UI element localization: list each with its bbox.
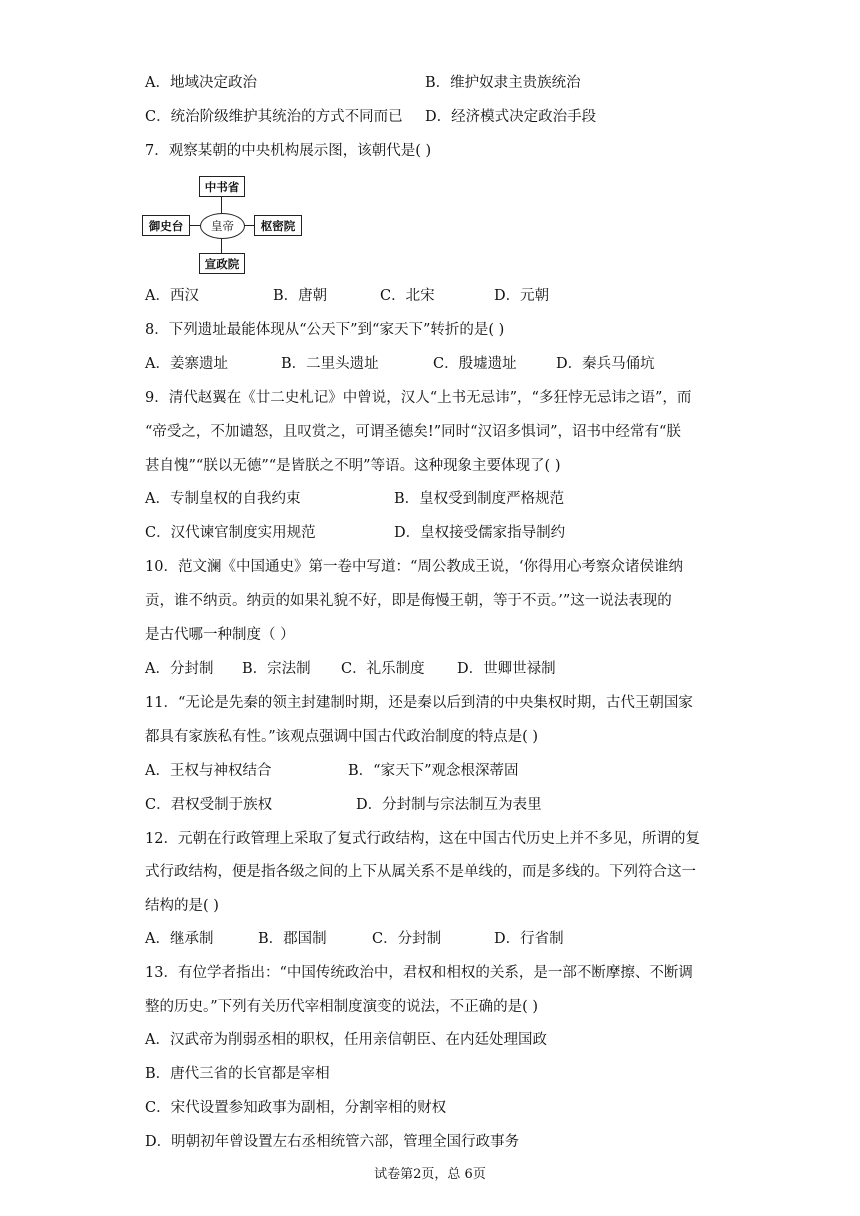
- node-shumiyuan: 枢密院: [254, 215, 302, 236]
- q7-option-a: A．西汉: [145, 288, 199, 304]
- q9-line-2: “帝受之，不加谴怒，且叹赏之，可谓圣德矣!”同时“汉诏多惧词”，诏书中经常有“朕: [145, 424, 681, 440]
- q11-line-2: 都具有家族私有性。”该观点强调中国古代政治制度的特点是( ): [145, 729, 539, 745]
- q10-option-b: B．宗法制: [242, 661, 311, 677]
- central-institutions-diagram: [142, 176, 302, 274]
- q7-option-b: B．唐朝: [273, 288, 328, 304]
- q8-option-d: D．秦兵马俑坑: [556, 356, 655, 372]
- q8-option-c: C．殷墟遗址: [433, 356, 517, 372]
- q6-option-d: D．经济模式决定政治手段: [425, 109, 597, 125]
- q9-option-a: A．专制皇权的自我约束: [145, 491, 301, 507]
- q13-option-c: C．宋代设置参知政事为副相，分割宰相的财权: [145, 1100, 447, 1116]
- q13-option-a: A．汉武帝为削弱丞相的职权，任用亲信朝臣、在内廷处理国政: [145, 1032, 547, 1048]
- q12-option-b: B．郡国制: [258, 931, 327, 947]
- q13-option-d: D．明朝初年曾设置左右丞相统管六部，管理全国行政事务: [145, 1134, 520, 1150]
- q6-option-c: C．统治阶级维护其统治的方式不同而已: [145, 109, 403, 125]
- node-xuanzhengyuan: 宣政院: [199, 253, 245, 274]
- node-zhongshusheng: 中书省: [199, 176, 245, 197]
- q12-option-d: D．行省制: [494, 931, 564, 947]
- q13-line-1: 13．有位学者指出：“中国传统政治中，君权和相权的关系，是一部不断摩擦、不断调: [145, 965, 693, 981]
- q8-stem: 8．下列遗址最能体现从“公天下”到“家天下”转折的是( ): [145, 322, 505, 338]
- q9-line-3: 甚自愧”“朕以无德”“是皆朕之不明”等语。这种现象主要体现了( ): [145, 458, 561, 474]
- q7-option-d: D．元朝: [494, 288, 550, 304]
- page-footer: 试卷第2页，总 6页: [374, 1167, 486, 1182]
- q9-option-b: B．皇权受到制度严格规范: [394, 491, 565, 507]
- q11-option-c: C．君权受制于族权: [145, 797, 273, 813]
- q9-line-1: 9．清代赵翼在《廿二史札记》中曾说，汉人“上书无忌讳”，“多狂悖无忌讳之语”，而: [145, 390, 692, 406]
- q10-line-1: 10．范文澜《中国通史》第一卷中写道：“周公教成王说，‘你得用心考察众诸侯谁纳: [145, 559, 683, 575]
- q9-option-d: D．皇权接受儒家指导制约: [394, 525, 566, 541]
- q8-option-a: A．姜寨遗址: [145, 356, 228, 372]
- node-emperor: 皇帝: [200, 213, 245, 239]
- q10-line-3: 是古代哪一种制度（ ）: [145, 627, 295, 643]
- q10-option-c: C．礼乐制度: [341, 661, 425, 677]
- q7-stem: 7．观察某朝的中央机构展示图，该朝代是( ): [145, 143, 432, 159]
- connector-bottom: [221, 237, 222, 253]
- q12-option-a: A．继承制: [145, 931, 214, 947]
- q12-line-3: 结构的是( ): [145, 898, 219, 914]
- q9-option-c: C．汉代谏官制度实用规范: [145, 525, 316, 541]
- q6-option-b: B．维护奴隶主贵族统治: [425, 75, 581, 91]
- q6-option-a: A．地域决定政治: [145, 75, 257, 91]
- q12-line-2: 式行政结构，便是指各级之间的上下从属关系不是单线的，而是多线的。下列符合这一: [145, 864, 696, 880]
- q8-option-b: B．二里头遗址: [281, 356, 379, 372]
- q13-line-2: 整的历史。”下列有关历代宰相制度演变的说法，不正确的是( ): [145, 999, 539, 1015]
- q11-option-b: B．“家天下”观念根深蒂固: [348, 763, 519, 779]
- node-yushitai: 御史台: [142, 215, 190, 236]
- q10-option-a: A．分封制: [145, 661, 214, 677]
- q7-option-c: C．北宋: [380, 288, 435, 304]
- q12-option-c: C．分封制: [372, 931, 442, 947]
- q12-line-1: 12．元朝在行政管理上采取了复式行政结构，这在中国古代历史上并不多见，所谓的复: [145, 831, 700, 847]
- q10-line-2: 贡，谁不纳贡。纳贡的如果礼貌不好，即是侮慢王朝，等于不贡。’”这一说法表现的: [145, 593, 672, 609]
- q11-option-d: D．分封制与宗法制互为表里: [356, 797, 542, 813]
- q11-line-1: 11．“无论是先秦的领主封建制时期，还是秦以后到清的中央集权时期，古代王朝国家: [145, 695, 693, 711]
- q13-option-b: B．唐代三省的长官都是宰相: [145, 1066, 330, 1082]
- connector-top: [221, 196, 222, 213]
- q11-option-a: A．王权与神权结合: [145, 763, 272, 779]
- q10-option-d: D．世卿世禄制: [457, 661, 556, 677]
